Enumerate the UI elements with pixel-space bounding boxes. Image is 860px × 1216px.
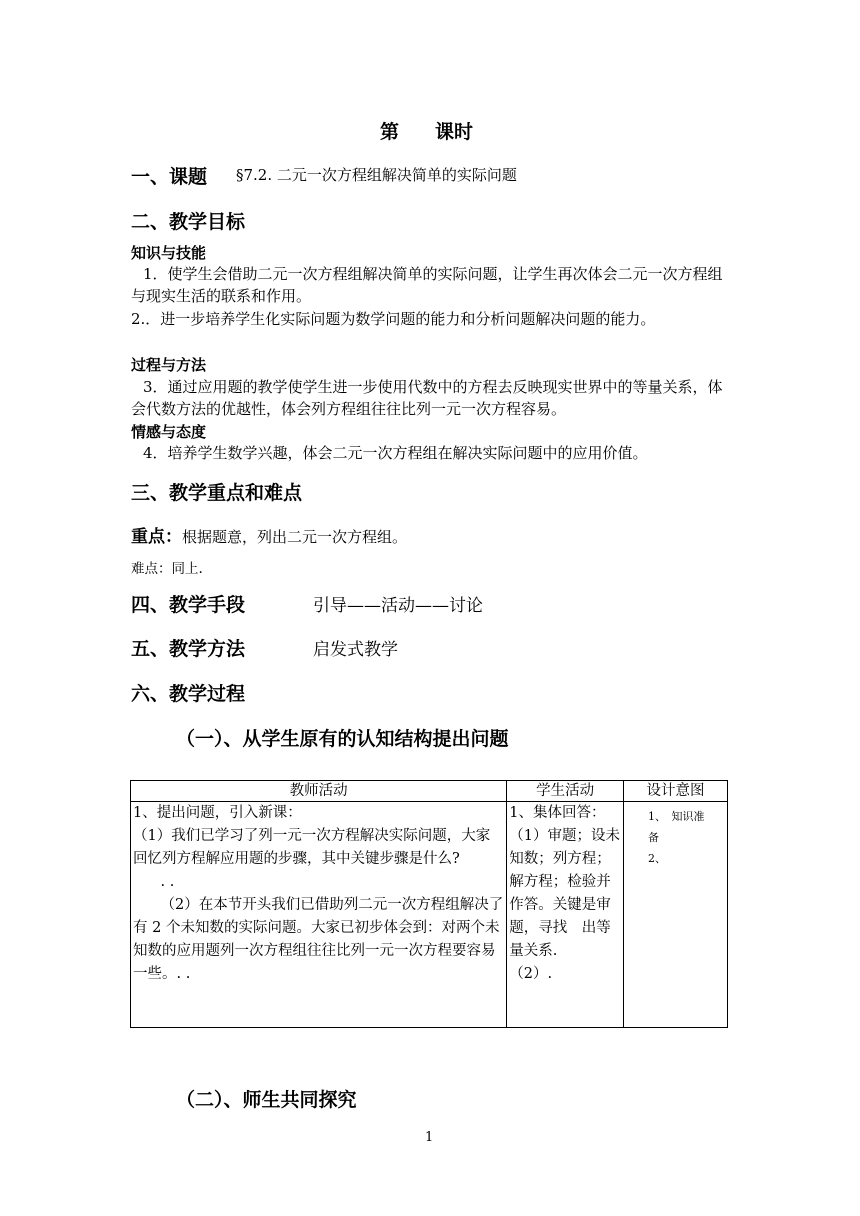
- design-intent-cell: [624, 802, 728, 1028]
- objective-3: 3．通过应用题的教学使学生进一步使用代数中的方程去反映现实世界中的等量关系，体会代数方法的优越性，体会列方程组往往比列一元一次方程容易。: [131, 378, 723, 418]
- page-number: 1: [425, 1130, 434, 1145]
- objective-2: 2.．进一步培养学生化实际问题为数学问题的能力和分析问题解决问题的能力。: [131, 310, 656, 328]
- section-3-heading: 三、教学重点和难点: [131, 482, 303, 504]
- student-line-2: （1）审题；设未知数；列方程；解方程；检验并作答。关键是审题，寻找 出等量关系.: [509, 828, 620, 959]
- section-2-heading: 二、教学目标: [131, 211, 246, 233]
- lesson-topic: §7.2. 二元一次方程组解决简单的实际问题: [236, 166, 517, 184]
- teaching-method: 启发式教学: [313, 640, 398, 660]
- intent-line-1: 1、 知识准备: [648, 810, 705, 844]
- section-4-heading: 四、教学手段: [131, 594, 246, 616]
- teacher-line-4: （2）在本节开头我们已借助列二元一次方程组解决了有 2 个未知数的实际问题。大家已初步体会到：对两个未知数的应用题列一次方程组往往比列一元一次方程要容易一些。. .: [133, 897, 504, 982]
- teacher-line-1: 1、提出问题，引入新课：: [133, 805, 302, 821]
- section-6-heading: 六、教学过程: [131, 683, 246, 705]
- subsection-1-heading: （一）、从学生原有的认知结构提出问题: [176, 728, 509, 750]
- student-activity-cell: [507, 802, 624, 1028]
- title-part-b: 课时: [435, 121, 474, 143]
- student-line-3: （2）.: [509, 966, 553, 982]
- header-student-activity: 学生活动: [507, 781, 624, 802]
- header-teacher-activity: 教师活动: [131, 781, 507, 802]
- teacher-line-2: （1）我们已学习了列一元一次方程解决实际问题，大家回忆列方程解应用题的步骤，其中关键步骤是什么?: [133, 828, 491, 867]
- student-line-1: 1、集体回答：: [509, 805, 606, 821]
- intent-line-2: 2、: [648, 852, 667, 865]
- objective-1: 1．使学生会借助二元一次方程组解决简单的实际问题，让学生再次体会二元一次方程组与现实生活的联系和作用。: [131, 265, 723, 305]
- process-method-heading: 过程与方法: [131, 356, 207, 374]
- objective-4: 4．培养学生数学兴趣，体会二元一次方程组在解决实际问题中的应用价值。: [143, 444, 648, 462]
- teaching-means: 引导——活动——讨论: [313, 596, 483, 616]
- title-part-a: 第: [380, 121, 400, 143]
- knowledge-skills-heading: 知识与技能: [131, 244, 207, 262]
- table-header-row: [131, 781, 728, 802]
- key-point: [131, 522, 407, 547]
- difficulty-point: 难点：同上.: [131, 561, 203, 577]
- subsection-2-heading: （二）、师生共同探究: [176, 1089, 357, 1111]
- section-1-heading: 一、课题: [131, 166, 208, 188]
- emotion-attitude-heading: 情感与态度: [131, 423, 207, 441]
- key-point-label: 重点：: [131, 527, 182, 547]
- key-point-text: 根据题意，列出二元一次方程组。: [182, 528, 408, 546]
- table-row: [131, 802, 728, 1028]
- teacher-activity-cell: [131, 802, 507, 1028]
- teacher-line-3: . .: [160, 874, 175, 890]
- process-table: [130, 780, 728, 1028]
- lesson-title: [380, 117, 473, 144]
- section-5-heading: 五、教学方法: [131, 638, 246, 660]
- header-design-intent: 设计意图: [624, 781, 728, 802]
